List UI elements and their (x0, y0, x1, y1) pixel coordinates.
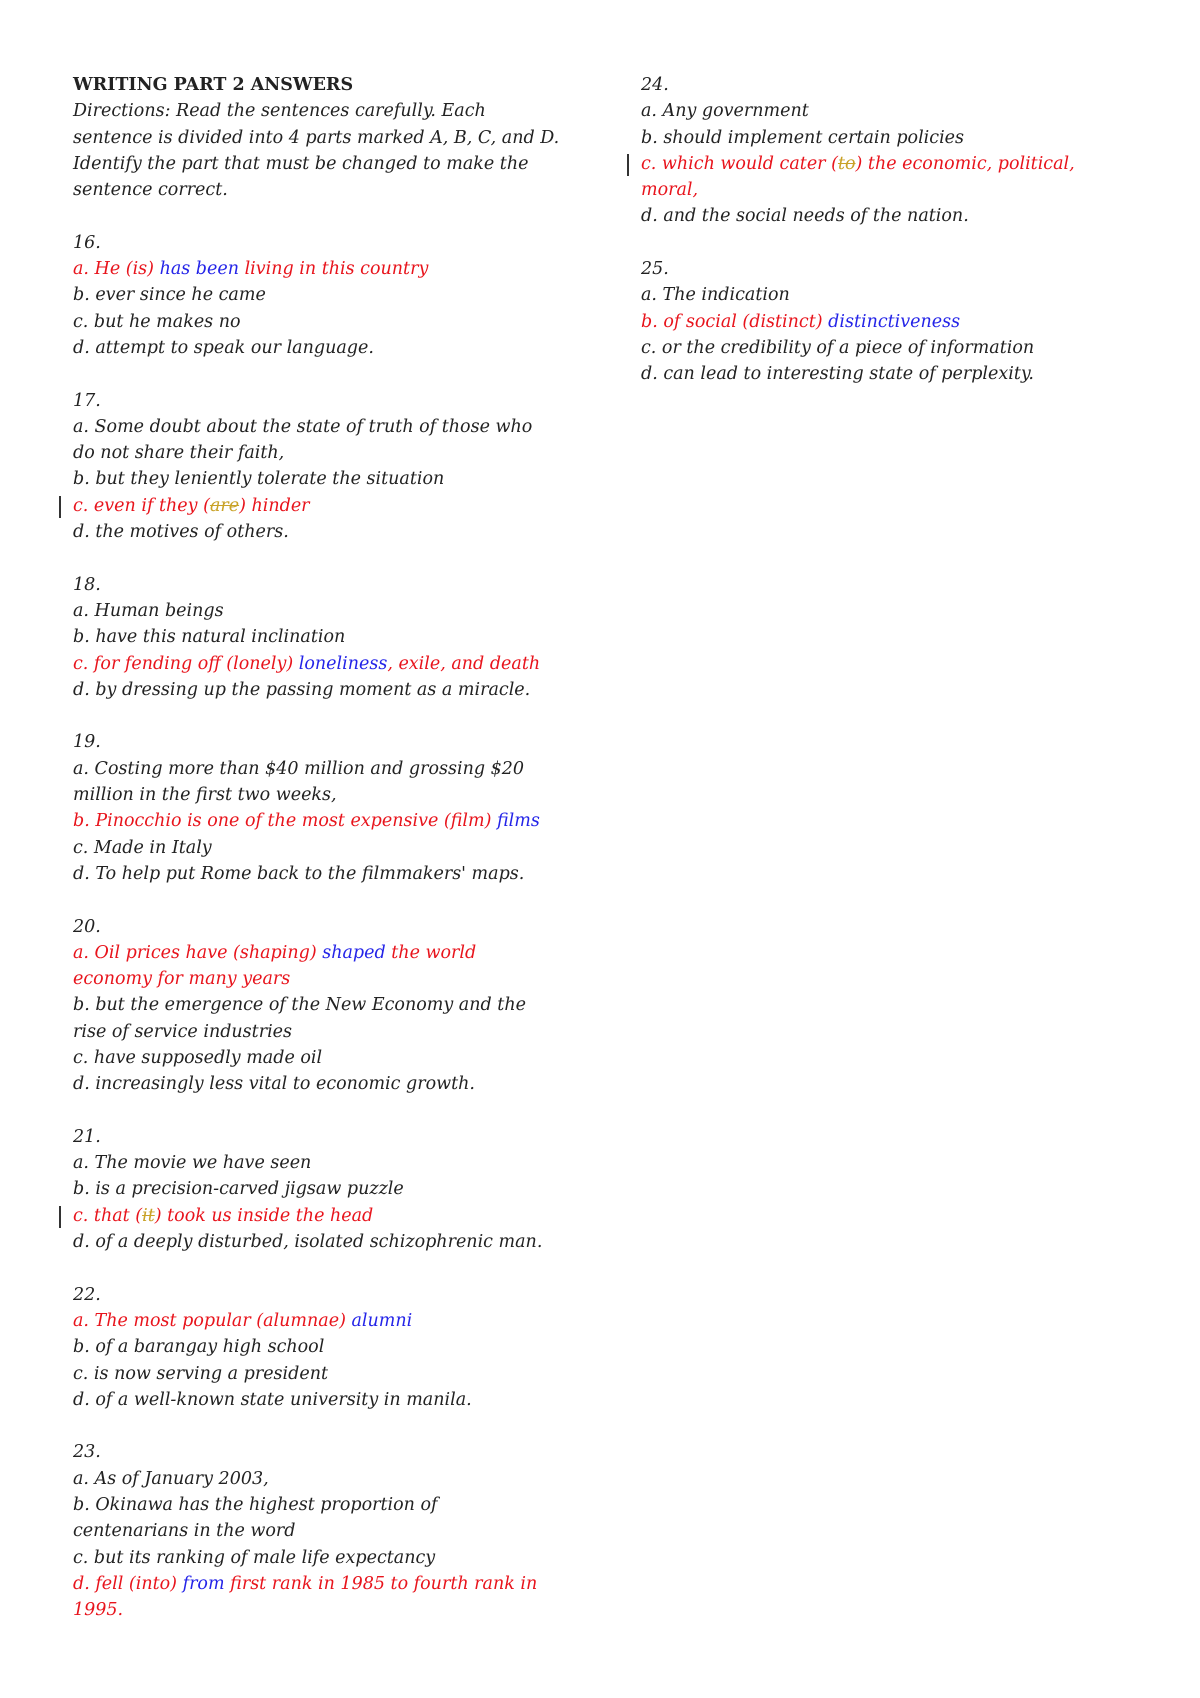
error-text: d. fell (into) (73, 1573, 178, 1594)
question-19-option-d: d. To help put Rome back to the filmmakers' maps. (73, 863, 525, 884)
question-23-option-d (73, 1571, 593, 1597)
error-text: a. He (is) (73, 259, 154, 280)
question-19-option-c: c. Made in Italy (73, 837, 212, 858)
right-column (641, 72, 1101, 388)
question-17-number: 17. (73, 390, 101, 411)
error-text: b. Pinocchio is one of the most expensive (film) (73, 811, 492, 832)
question-21-option-b: b. is a precision-carved jigsaw puzzle (73, 1179, 404, 1200)
question-16-option-a (73, 256, 593, 282)
question-25-number: 25. (641, 259, 669, 280)
error-text: c. that ( (73, 1205, 143, 1226)
question-20-option-c: c. have supposedly made oil (73, 1047, 323, 1068)
question-20-option-b-cont: rise of service industries (73, 1021, 292, 1042)
question-21-option-c (73, 1203, 593, 1229)
revision-marker (59, 496, 61, 518)
question-22-option-c: c. is now serving a president (73, 1363, 328, 1384)
question-20-number: 20. (73, 916, 101, 937)
deleted-text: to (837, 153, 856, 174)
question-18-option-d: d. by dressing up the passing moment as a miracle. (73, 679, 531, 700)
question-18-option-b: b. have this natural inclination (73, 627, 346, 648)
question-24-option-b: b. should implement certain policies (641, 127, 964, 148)
correction-text: from (182, 1573, 225, 1594)
question-25-option-c: c. or the credibility of a piece of information (641, 337, 1035, 358)
error-text: first rank in 1985 to fourth rank in (230, 1573, 538, 1594)
error-text: ) hinder (239, 495, 310, 516)
correction-text: distinctiveness (828, 311, 961, 332)
question-19-number: 19. (73, 732, 101, 753)
question-25-option-a: a. The indication (641, 285, 790, 306)
question-16-number: 16. (73, 232, 101, 253)
question-25-option-d: d. can lead to interesting state of perplexity. (641, 364, 1034, 385)
question-17-option-c (73, 493, 593, 519)
question-22-number: 22. (73, 1284, 101, 1305)
directions-line: sentence is divided into 4 parts marked A, B, C, and D. (73, 127, 560, 148)
question-20-option-a-cont: economy for many years (73, 969, 291, 990)
error-text: c. for fending off (lonely) (73, 653, 294, 674)
error-text: ) the economic, political, (855, 153, 1075, 174)
question-23-option-b-cont: centenarians in the word (73, 1521, 296, 1542)
error-text: ) took us inside the head (154, 1205, 374, 1226)
question-23-option-c: c. but its ranking of male life expectancy (73, 1547, 436, 1568)
question-17-option-a-cont: do not share their faith, (73, 443, 285, 464)
directions-line: sentence correct. (73, 180, 228, 201)
error-text: living in this country (244, 259, 429, 280)
question-18-option-a: a. Human beings (73, 600, 224, 621)
error-text: the world (391, 942, 477, 963)
question-23-option-a: a. As of January 2003, (73, 1468, 269, 1489)
deleted-text: it (142, 1205, 155, 1226)
error-text: , exile, and death (387, 653, 541, 674)
correction-text: films (496, 811, 540, 832)
question-20-option-b: b. but the emergence of the New Economy and the (73, 995, 526, 1016)
revision-marker (59, 1206, 61, 1228)
question-16-option-c: c. but he makes no (73, 311, 241, 332)
question-18-option-c (73, 651, 593, 677)
left-column (73, 72, 593, 1624)
correction-text: loneliness (298, 653, 388, 674)
error-text: a. The most popular (alumnae) (73, 1310, 346, 1331)
question-20-option-a (73, 940, 593, 966)
question-24-option-c (641, 151, 1101, 177)
error-text: c. even if they ( (73, 495, 210, 516)
page-title: WRITING PART 2 ANSWERS (73, 75, 354, 95)
question-19-option-a-cont: million in the first two weeks, (73, 785, 337, 806)
question-19-option-b (73, 808, 593, 834)
question-23-option-d-cont: 1995. (73, 1600, 124, 1621)
question-22-option-d: d. of a well-known state university in manila. (73, 1389, 472, 1410)
question-23-option-b: b. Okinawa has the highest proportion of (73, 1495, 438, 1516)
question-17-option-a: a. Some doubt about the state of truth of those who (73, 416, 533, 437)
question-21-number: 21. (73, 1126, 101, 1147)
correction-text: has been (159, 259, 239, 280)
question-18-number: 18. (73, 574, 101, 595)
question-21-option-a: a. The movie we have seen (73, 1153, 312, 1174)
question-19-option-a: a. Costing more than $40 million and grossing $20 (73, 758, 525, 779)
question-20-option-d: d. increasingly less vital to economic growth. (73, 1074, 475, 1095)
question-25-option-b (641, 309, 1101, 335)
question-22-option-a (73, 1308, 593, 1334)
question-22-option-b: b. of a barangay high school (73, 1337, 325, 1358)
deleted-text: are (209, 495, 240, 516)
question-24-option-a: a. Any government (641, 101, 809, 122)
correction-text: alumni (351, 1310, 413, 1331)
question-24-number: 24. (641, 75, 669, 95)
revision-marker (627, 154, 629, 176)
error-text: c. which would cater ( (641, 153, 838, 174)
question-21-option-d: d. of a deeply disturbed, isolated schizophrenic man. (73, 1232, 543, 1253)
correction-text: shaped (322, 942, 386, 963)
question-24-option-c-cont: moral, (641, 180, 699, 201)
question-17-option-d: d. the motives of others. (73, 522, 289, 543)
directions-line: Identify the part that must be changed to make the (73, 153, 529, 174)
question-16-option-b: b. ever since he came (73, 285, 266, 306)
question-23-number: 23. (73, 1442, 101, 1463)
question-16-option-d: d. attempt to speak our language. (73, 337, 374, 358)
error-text: a. Oil prices have (shaping) (73, 942, 317, 963)
error-text: b. of social (distinct) (641, 311, 823, 332)
question-24-option-d: d. and the social needs of the nation. (641, 206, 969, 227)
question-17-option-b: b. but they leniently tolerate the situation (73, 469, 445, 490)
directions-line: Directions: Read the sentences carefully. Each (73, 101, 486, 122)
